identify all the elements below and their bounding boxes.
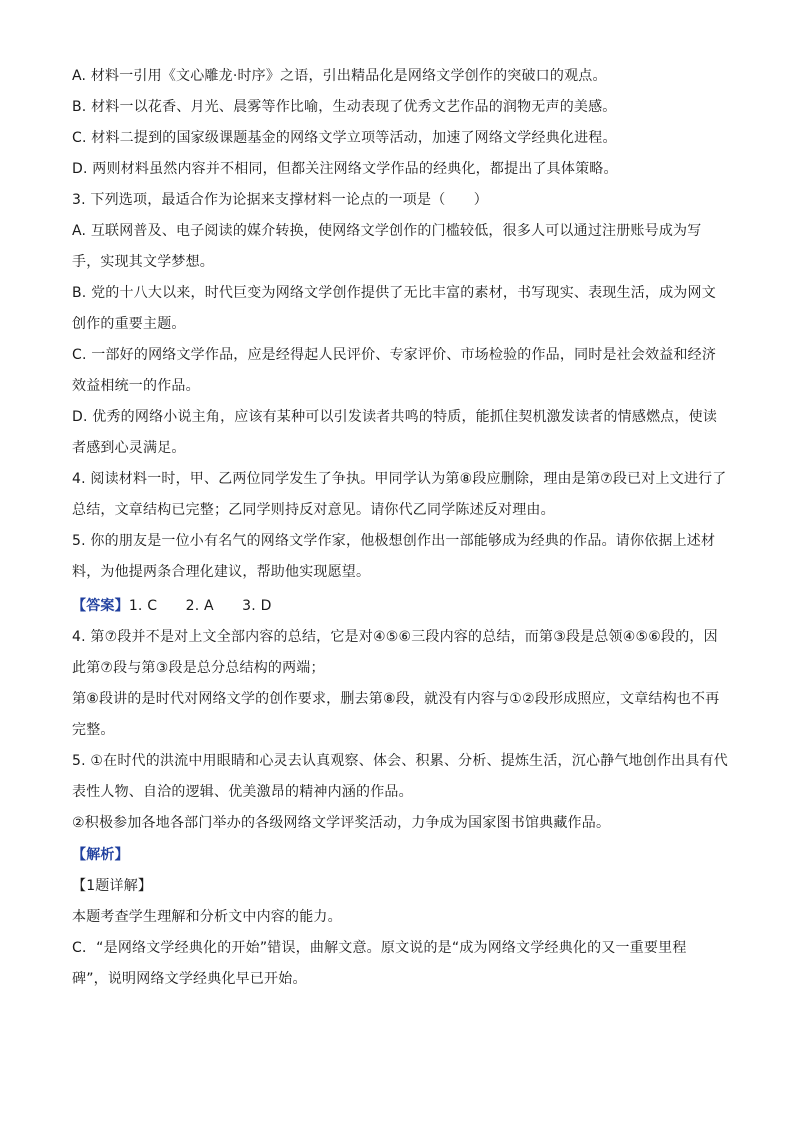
question-4-line1: 4. 阅读材料一时，甲、乙两位同学发生了争执。甲同学认为第⑧段应删除，理由是第⑦段已对上文进行了 <box>72 471 727 487</box>
answer-5-line1: 5. ①在时代的洪流中用眼睛和心灵去认真观察、体会、积累、分析、提炼生活，沉心静气地创作出具有代 <box>72 753 728 769</box>
question-3-stem: 3. 下列选项，最适合作为论据来支撑材料一论点的一项是（ ） <box>72 192 489 208</box>
option-d-text: D. 两则材料虽然内容并不相同，但都关注网络文学作品的经典化，都提出了具体策略。 <box>72 161 618 177</box>
answer-4-line4: 完整。 <box>72 722 115 738</box>
q3-option-a-line1: A. 互联网普及、电子阅读的媒介转换，使网络文学创作的门槛较低，很多人可以通过注册账号成为写 <box>72 223 702 239</box>
question-5-line2: 料，为他提两条合理化建议，帮助他实现愿望。 <box>72 564 371 580</box>
answer-choices: 1. C 2. A 3. D <box>128 598 272 614</box>
q3-option-b-line1: B. 党的十八大以来，时代巨变为网络文学创作提供了无比丰富的素材，书写现实、表现生活，成为网文 <box>72 285 716 301</box>
answer-4-line1: 4. 第⑦段并不是对上文全部内容的总结，它是对④⑤⑥三段内容的总结，而第③段是总领④⑤⑥段的，因 <box>72 629 718 645</box>
detail-line-3: 碑”，说明网络文学经典化早已开始。 <box>72 971 307 987</box>
analysis-tag: 【解析】 <box>72 847 129 863</box>
option-c-text: C. 材料二提到的国家级课题基金的网络文学立项等活动，加速了网络文学经典化进程。 <box>72 130 617 146</box>
q3-option-d-line1: D. 优秀的网络小说主角，应该有某种可以引发读者共鸣的特质，能抓住契机激发读者的情感燃点，使读 <box>72 409 718 425</box>
q3-option-b-line2: 创作的重要主题。 <box>72 316 186 332</box>
detail-heading: 【1题详解】 <box>72 878 153 894</box>
question-4-line2: 总结，文章结构已完整；乙同学则持反对意见。请你代乙同学陈述反对理由。 <box>72 502 555 518</box>
q3-option-c-line2: 效益相统一的作品。 <box>72 378 200 394</box>
detail-line-1: 本题考查学生理解和分析文中内容的能力。 <box>72 909 342 925</box>
answer-line <box>72 596 272 616</box>
answer-5-line3: ②积极参加各地各部门举办的各级网络文学评奖活动，力争成为国家图书馆典藏作品。 <box>72 815 611 831</box>
question-5-line1: 5. 你的朋友是一位小有名气的网络文学作家，他极想创作出一部能够成为经典的作品。请你依据上述材 <box>72 533 716 549</box>
q3-option-c-line1: C. 一部好的网络文学作品，应是经得起人民评价、专家评价、市场检验的作品，同时是社会效益和经济 <box>72 347 717 363</box>
option-b-text: B. 材料一以花香、月光、晨雾等作比喻，生动表现了优秀文艺作品的润物无声的美感。 <box>72 99 617 115</box>
answer-4-line2: 此第⑦段与第③段是总分总结构的两端； <box>72 660 325 676</box>
option-a-text: A. 材料一引用《文心雕龙·时序》之语，引出精品化是网络文学创作的突破口的观点。 <box>72 68 607 84</box>
answer-tag: 【答案】 <box>72 598 129 614</box>
q3-option-a-line2: 手，实现其文学梦想。 <box>72 254 214 270</box>
detail-line-2: C．“是网络文学经典化的开始”错误，曲解文意。原文说的是“成为网络文学经典化的又一重要里程 <box>72 940 687 956</box>
q3-option-d-line2: 者感到心灵满足。 <box>72 440 186 456</box>
answer-5-line2: 表性人物、自洽的逻辑、优美激昂的精神内涵的作品。 <box>72 784 413 800</box>
answer-4-line3: 第⑧段讲的是时代对网络文学的创作要求，删去第⑧段，就没有内容与①②段形成照应，文章结构也不再 <box>72 691 720 707</box>
